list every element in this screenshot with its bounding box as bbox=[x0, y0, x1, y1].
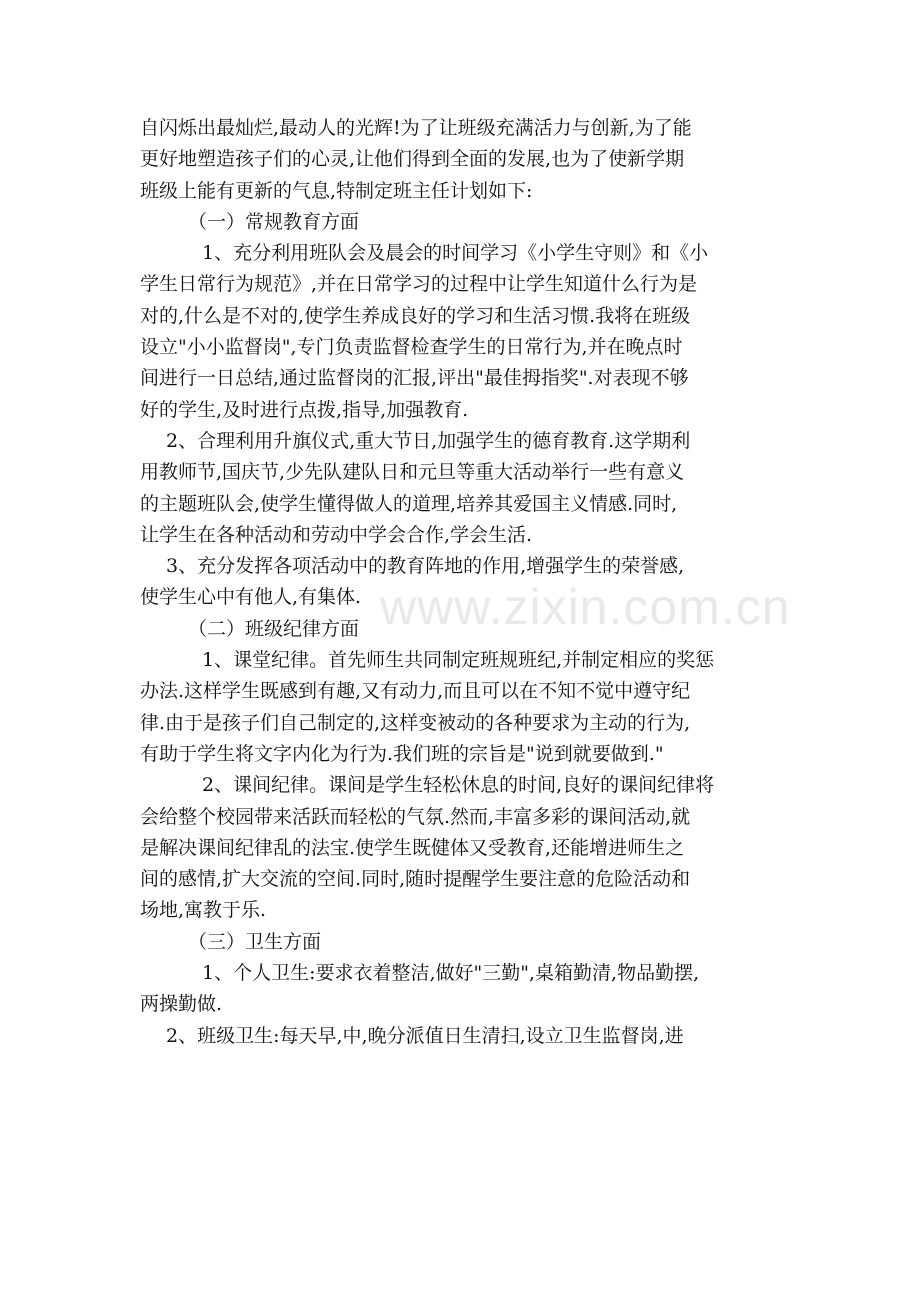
text-line: 1、充分利用班队会及晨会的时间学习《小学生守则》和《小 bbox=[202, 242, 709, 265]
text-line: 场地,寓教于乐. bbox=[140, 899, 267, 922]
text-line: 更好地塑造孩子们的心灵,让他们得到全面的发展,也为了使新学期 bbox=[140, 148, 685, 171]
text-line: 让学生在各种活动和劳动中学会合作,学会生活. bbox=[140, 523, 533, 546]
text-line: 是解决课间纪律乱的法宝.使学生既健体又受教育,还能增进师生之 bbox=[140, 836, 685, 859]
text-line: 用教师节,国庆节,少先队建队日和元旦等重大活动举行一些有意义 bbox=[140, 461, 685, 484]
text-line: 办法.这样学生既感到有趣,又有动力,而且可以在不知不觉中遵守纪 bbox=[140, 680, 691, 703]
text-line: 2、班级卫生:每天早,中,晚分派值日生清扫,设立卫生监督岗,进 bbox=[166, 1024, 684, 1047]
text-line: 学生日常行为规范》,并在日常学习的过程中让学生知道什么行为是 bbox=[140, 273, 698, 296]
text-line: 会给整个校园带来活跃而轻松的气氛.然而,丰富多彩的课间活动,就 bbox=[140, 805, 691, 828]
body-text bbox=[140, 113, 790, 1052]
text-line: 律.由于是孩子们自己制定的,这样变被动的各种要求为主动的行为, bbox=[140, 711, 691, 734]
text-line: 3、充分发挥各项活动中的教育阵地的作用,增强学生的荣誉感, bbox=[166, 555, 685, 578]
section-heading: （二）班级纪律方面 bbox=[188, 617, 360, 640]
section-heading: （一）常规教育方面 bbox=[188, 210, 360, 233]
section-heading: （三）卫生方面 bbox=[188, 930, 322, 953]
text-line: 好的学生,及时进行点拨,指导,加强教育. bbox=[140, 398, 469, 421]
text-line: 1、课堂纪律。首先师生共同制定班规班纪,并制定相应的奖惩 bbox=[202, 649, 715, 672]
text-line: 间进行一日总结,通过监督岗的汇报,评出"最佳拇指奖".对表现不够 bbox=[140, 367, 689, 390]
text-line: 2、课间纪律。课间是学生轻松休息的时间,良好的课间纪律将 bbox=[202, 774, 715, 797]
text-line: 1、个人卫生:要求衣着整洁,做好"三勤",桌箱勤清,物品勤摆, bbox=[202, 962, 700, 985]
text-line: 自闪烁出最灿烂,最动人的光辉!为了让班级充满活力与创新,为了能 bbox=[140, 117, 692, 139]
text-line: 2、合理利用升旗仪式,重大节日,加强学生的德育教育.这学期利 bbox=[166, 429, 691, 452]
watermark: www.zixin.com.cn bbox=[380, 579, 791, 635]
text-line: 对的,什么是不对的,使学生养成良好的学习和生活习惯.我将在班级 bbox=[140, 304, 691, 327]
text-line: 两操勤做. bbox=[140, 993, 223, 1016]
text-line: 有助于学生将文字内化为行为.我们班的宗旨是"说到就要做到." bbox=[140, 742, 664, 765]
text-line: 间的感情,扩大交流的空间.同时,随时提醒学生要注意的危险活动和 bbox=[140, 868, 691, 891]
text-line: 设立"小小监督岗",专门负责监督检查学生的日常行为,并在晚点时 bbox=[140, 336, 683, 359]
text-line: 的主题班队会,使学生懂得做人的道理,培养其爱国主义情感.同时, bbox=[140, 492, 678, 515]
text-line: 班级上能有更新的气息,特制定班主任计划如下: bbox=[140, 179, 533, 202]
text-line: 使学生心中有他人,有集体. bbox=[140, 586, 362, 609]
